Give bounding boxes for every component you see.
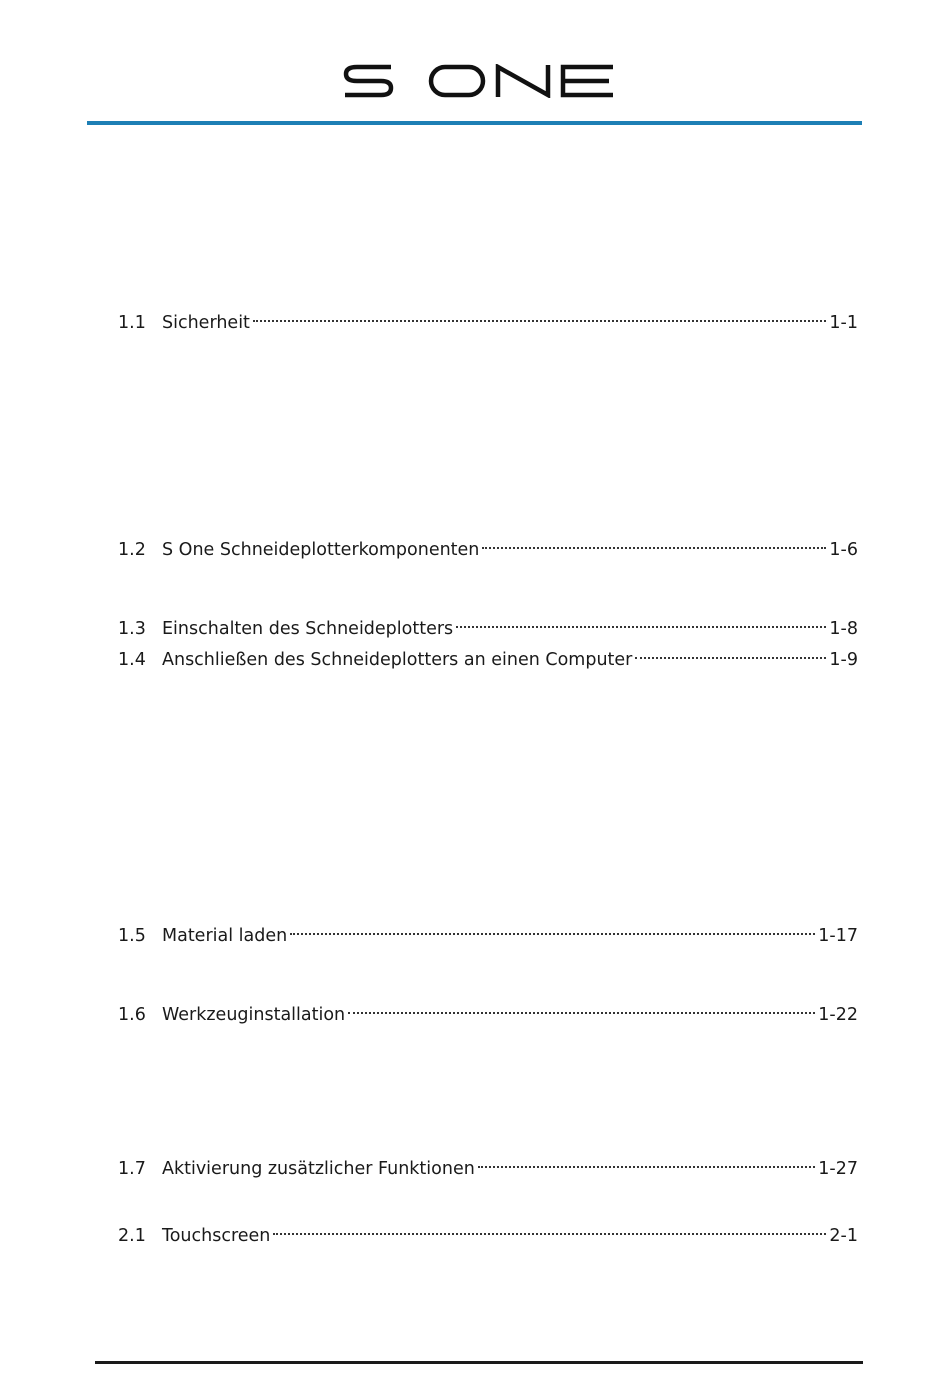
toc-entry-1-5[interactable] [118, 915, 858, 946]
toc-entry-1-6[interactable] [118, 994, 858, 1025]
toc-leader-dots [273, 1215, 826, 1241]
toc-title: Material laden [162, 926, 288, 946]
toc-page-number: 1-27 [818, 1159, 858, 1179]
footer-rule [95, 1361, 863, 1364]
s-one-logo [343, 64, 615, 98]
toc-page-number: 1-1 [829, 313, 858, 333]
header-rule [87, 121, 862, 125]
toc-leader-dots [290, 915, 815, 941]
toc-number: 1.4 [118, 650, 146, 670]
toc-number: 1.1 [118, 313, 146, 333]
toc-title: S One Schneideplotterkomponenten [162, 540, 480, 560]
toc-number: 1.3 [118, 619, 146, 639]
toc-leader-dots [348, 994, 815, 1020]
toc-number: 1.7 [118, 1159, 146, 1179]
toc-title: Einschalten des Schneideplotters [162, 619, 454, 639]
toc-entry-1-1[interactable] [118, 302, 858, 333]
toc-entry-1-3[interactable] [118, 608, 858, 639]
toc-title: Sicherheit [162, 313, 250, 333]
toc-page-number: 1-22 [818, 1005, 858, 1025]
toc-number: 1.2 [118, 540, 146, 560]
toc-number: 1.5 [118, 926, 146, 946]
toc-leader-dots [635, 639, 826, 665]
toc-title: Werkzeuginstallation [162, 1005, 346, 1025]
toc-leader-dots [456, 608, 826, 634]
toc-page-number: 1-8 [829, 619, 858, 639]
toc-page-number: 2-1 [829, 1226, 858, 1246]
toc-entry-2-1[interactable] [118, 1215, 858, 1246]
toc-number: 1.6 [118, 1005, 146, 1025]
toc-title: Anschließen des Schneideplotters an einen Computer [162, 650, 633, 670]
toc-number: 2.1 [118, 1226, 146, 1246]
toc-title: Aktivierung zusätzlicher Funktionen [162, 1159, 475, 1179]
toc-leader-dots [253, 302, 826, 328]
toc-entry-1-7[interactable] [118, 1148, 858, 1179]
toc-title: Touchscreen [162, 1226, 271, 1246]
toc-page-number: 1-9 [829, 650, 858, 670]
toc-entry-1-4[interactable] [118, 639, 858, 670]
toc-leader-dots [482, 529, 826, 555]
toc-page-number: 1-6 [829, 540, 858, 560]
toc-page-number: 1-17 [818, 926, 858, 946]
toc-entry-1-2[interactable] [118, 529, 858, 560]
toc-leader-dots [478, 1148, 815, 1174]
